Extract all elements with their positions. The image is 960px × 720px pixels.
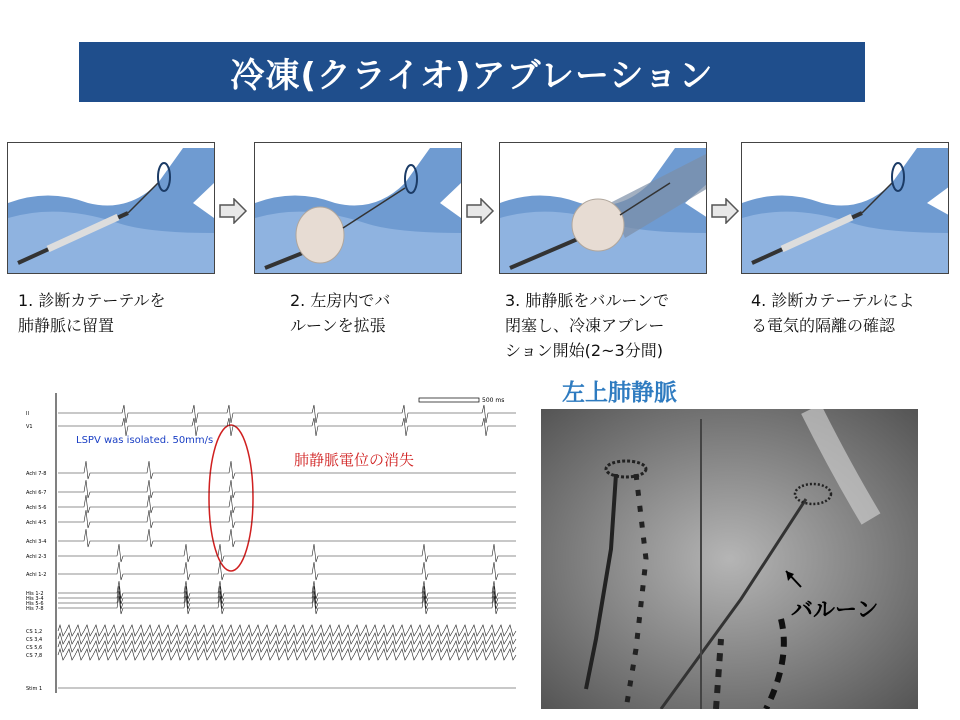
ecg-lead-label: His 1-2 <box>26 591 44 597</box>
ecg-lead-label: CS 7,8 <box>26 653 43 659</box>
slide-title: 冷凍(クライオ)アブレーション <box>230 55 714 96</box>
fluoroscopy-image <box>541 409 918 709</box>
arrow-right-icon <box>465 198 495 224</box>
arrow-right-icon <box>218 198 248 224</box>
step-2-caption: 2. 左房内でバ ルーンを拡張 <box>290 291 391 335</box>
step-1-illustration <box>7 142 215 274</box>
arrow-right-icon <box>710 198 740 224</box>
xray-title: 左上肺静脈 <box>562 380 677 406</box>
ecg-lead-label: Achi 4-5 <box>26 520 47 526</box>
ecg-isolated-text: LSPV was isolated. 50mm/s <box>76 435 214 446</box>
ecg-lead-label: Achi 7-8 <box>26 471 47 477</box>
ecg-tracing <box>24 393 518 693</box>
ecg-lead-label: Achi 5-6 <box>26 505 47 511</box>
ecg-annotation: 肺静脈電位の消失 <box>294 451 415 469</box>
step-4-illustration <box>741 142 949 274</box>
ecg-lead-label: Achi 1-2 <box>26 572 47 578</box>
ecg-lead-label: II <box>26 411 29 417</box>
title-banner <box>79 42 865 102</box>
step-4-caption: 4. 診断カテーテルによ る電気的隔離の確認 <box>751 291 915 335</box>
ecg-lead-label: Achi 2-3 <box>26 554 47 560</box>
step-1-caption: 1. 診断カテーテルを 肺静脈に留置 <box>18 291 166 335</box>
ecg-lead-label: Achi 6-7 <box>26 490 47 496</box>
ecg-lead-label: V1 <box>26 424 33 430</box>
ecg-lead-label: Stim 1 <box>26 686 43 692</box>
step-3-illustration <box>499 142 707 274</box>
ecg-lead-label: Achi 3-4 <box>26 539 47 545</box>
ecg-lead-label: CS 3,4 <box>26 637 43 643</box>
balloon-label: バルーン <box>791 598 879 623</box>
ecg-lead-label: His 5-6 <box>26 601 44 607</box>
ecg-lead-label: His 7-8 <box>26 606 44 612</box>
ecg-scale-label: 500 ms <box>482 397 505 404</box>
step-3-caption: 3. 肺静脈をバルーンで 閉塞し、冷凍アブレー ション開始(2~3分間) <box>505 291 670 360</box>
step-2-illustration <box>254 142 462 274</box>
ecg-lead-label: CS 5,6 <box>26 645 43 651</box>
ecg-lead-label: CS 1,2 <box>26 629 43 635</box>
ecg-lead-label: His 3-4 <box>26 596 44 602</box>
